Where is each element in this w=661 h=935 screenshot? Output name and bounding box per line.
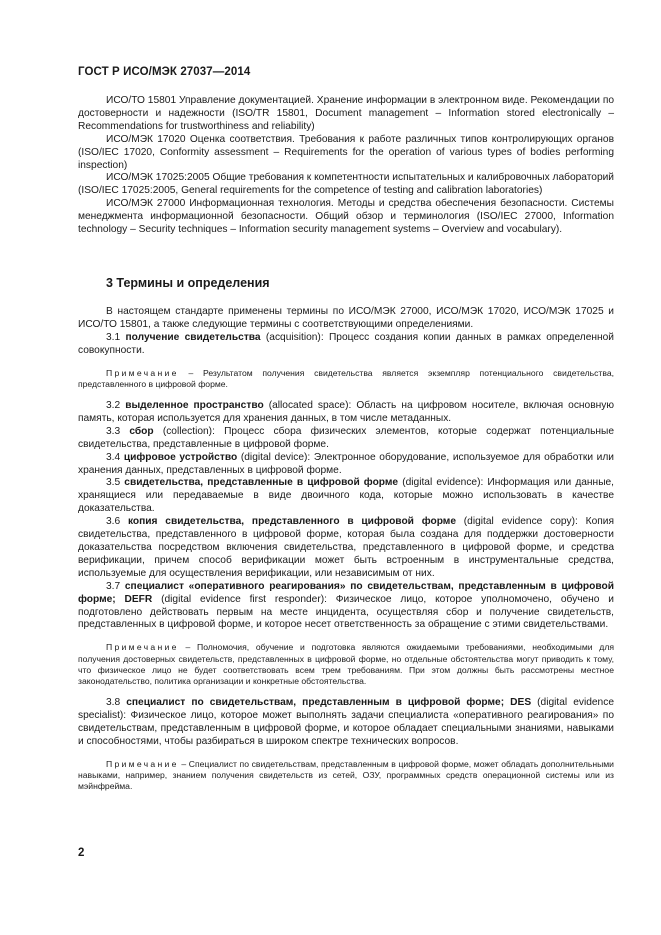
term-entry: [78, 426, 614, 452]
note: [78, 368, 614, 390]
term-entry: [78, 516, 614, 581]
term-name: цифровое устройство: [123, 451, 238, 463]
section-heading: 3 Термины и определения: [106, 276, 270, 290]
note-text: – Полномочия, обучение и подготовка являются ожидаемыми требованиями, необходимыми для получения достоверных свидетельств, представленных в цифровой форме, но отдельные обстоятельства могут приводить к тому, что физическое лицо не будет соответствовать всем трем требованиям. При этом должны быть рассмотрены местное законодательство, политика организации и конкретные обстоятельства.: [78, 642, 614, 686]
note-text: – Результатом получения свидетельства является экземпляр потенциального свидетельства, представленного в цифровой форме.: [78, 367, 614, 389]
note-label: Примечание: [106, 642, 179, 653]
term-entry: [78, 400, 614, 426]
term-definition: (collection): Процесс сбора физических элементов, которые содержат потенциальные свидетельства, представленные в цифровой форме.: [78, 425, 614, 450]
reference-item: ИСО/ТО 15801 Управление документацией. Хранение информации в электронном виде. Рекомендации по достоверности и надежности (ISO/TR 15801, Document management – Information stored electronically – Recommendations for trustworthiness and reliability): [78, 95, 614, 132]
term-definition: (digital evidence first responder): Физическое лицо, которое уполномочено, обучено и подготовлено действовать первым на месте инцидента, осуществляя сбор и получение свидетельств, представленных в цифровой форме, и которое несет ответственность за обращение с этими свидетельствами.: [78, 593, 614, 631]
term-entry: [78, 697, 614, 749]
term-name: специалист по свидетельствам, представленным в цифровой форме; DES: [126, 697, 532, 709]
term-number: 3.7: [106, 580, 121, 592]
note: [78, 759, 614, 793]
term-number: 3.8: [106, 697, 121, 709]
terms-section: [78, 306, 614, 802]
term-entry: [78, 452, 614, 478]
term-definition: (digital device): Электронное оборудование, используемое для обработки или хранения данных, представленных в цифровой форме.: [78, 451, 614, 476]
note-label: Примечание: [106, 758, 179, 769]
term-name: свидетельства, представленные в цифровой форме: [124, 477, 399, 489]
term-definition: (digital evidence copy): Копия свидетельства, представленного в цифровой форме, которая была создана для поддержки достоверности доказательства посредством включения свидетельства, представленного в цифровой форме, и средства верификации, причем способ верификации может быть встроенным в инструментальные средства, используемые для осуществления верификации, или независимым от них.: [78, 516, 614, 579]
term-definition: (digital evidence): Информация или данные, хранящиеся или передаваемые в виде двоичного кода, которые можно использовать в качестве доказательства.: [78, 477, 615, 515]
term-entry: [78, 581, 614, 633]
term-number: 3.6: [106, 516, 121, 528]
term-number: 3.5: [106, 477, 121, 489]
reference-item: ИСО/МЭК 17020 Оценка соответствия. Требования к работе различных типов контролирующих органов (ISO/IEC 17020, Conformity assessment – Requirements for the operation of various types of bodies performing inspection): [78, 133, 614, 171]
term-number: 3.4: [106, 451, 121, 463]
term-definition: (acquisition): Процесс создания копии данных в рамках определенной совокупности.: [78, 331, 615, 356]
normative-references: [78, 95, 614, 237]
term-name: сбор: [129, 425, 154, 437]
document-header: ГОСТ Р ИСО/МЭК 27037—2014: [78, 66, 251, 78]
note-text: – Специалист по свидетельствам, представленным в цифровой форме, может обладать дополнительными навыками, например, знанием получения свидетельств из сетей, ОЗУ, программных средств операционной системы или из мэйнфрейма.: [78, 758, 614, 792]
reference-item: ИСО/МЭК 17025:2005 Общие требования к компетентности испытательных и калибровочных лабораторий (ISO/IEC 17025:2005, General requirements for the competence of testing and calibration laboratories): [78, 172, 614, 197]
term-name: специалист «оперативного реагирования» по свидетельствам, представленным в цифровой форме; DEFR: [78, 580, 614, 605]
term-number: 3.3: [106, 425, 121, 437]
term-name: выделенное пространство: [125, 400, 264, 412]
term-name: копия свидетельства, представленного в цифровой форме: [127, 516, 456, 528]
term-name: получение свидетельства: [125, 331, 261, 343]
term-definition: (digital evidence specialist): Физическое лицо, которое может выполнять задачи специалиста «оперативного реагирования» по свидетельствам, представленным в цифровой форме, и которое обладает специальными знаниями, навыками и способностями, чтобы разбираться в широком спектре технических вопросов.: [78, 697, 614, 747]
term-definition: (allocated space): Область на цифровом носителе, включая основную память, которая используется для хранения данных, в том числе метаданных.: [78, 400, 614, 424]
reference-item: ИСО/МЭК 27000 Информационная технология. Методы и средства обеспечения безопасности. Системы менеджмента информационной безопасности. Общий обзор и терминология (ISO/IEC 27000, Information technology – Security techniques – Information security management systems – Overview and vocabulary).: [78, 198, 614, 236]
page-number: 2: [78, 847, 85, 859]
term-number: 3.1: [106, 331, 121, 343]
term-number: 3.2: [106, 400, 121, 412]
intro-paragraph: В настоящем стандарте применены термины по ИСО/МЭК 27000, ИСО/МЭК 17020, ИСО/МЭК 17025 и ИСО/ТО 15801, а также следующие термины с соответствующими определениями.: [78, 306, 614, 330]
term-entry: [78, 332, 614, 358]
note: [78, 642, 614, 687]
note-label: Примечание: [106, 367, 179, 378]
term-entry: [78, 477, 614, 516]
